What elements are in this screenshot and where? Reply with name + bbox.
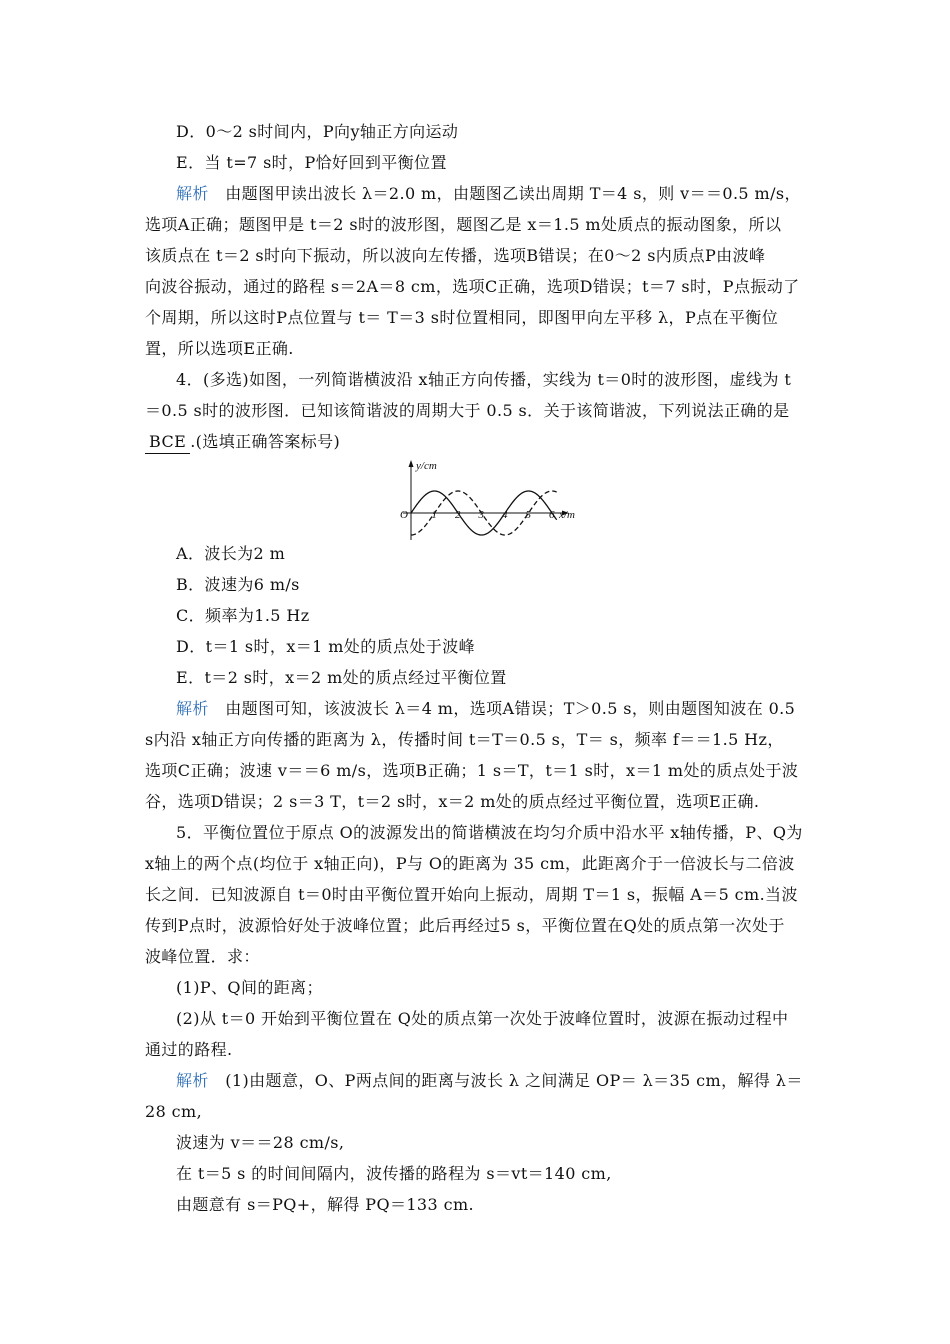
analysis-label: 解析 [176,184,209,203]
sub-question: (1)P、Q间的距离； [176,978,323,997]
analysis-line [0,183,950,205]
analysis-line: 波速为 v＝＝28 cm/s, [176,1133,345,1152]
analysis-line: s内沿 x轴正方向传播的距离为 λ，传播时间 t＝T＝0.5 s，T＝ s，频率 f＝＝1.5 Hz， [145,730,784,749]
option-line: C．频率为1.5 Hz [176,606,310,625]
analysis-line: 28 cm, [145,1102,203,1121]
x-tick-label: 3 [478,509,484,521]
analysis-label: 解析 [176,699,209,718]
y-axis-label: y/cm [416,460,437,472]
analysis-line: 置，所以选项E正确. [145,339,294,358]
option-line: D．0～2 s时间内，P向y轴正方向运动 [176,122,459,141]
analysis-line: 个周期，所以这时P点位置与 t＝ T＝3 s时位置相同，即图甲向左平移 λ，P点在平衡位 [145,308,779,327]
analysis-line: 该质点在 t＝2 s时向下振动，所以波向左传播，选项B错误；在0～2 s内质点P由波峰 [145,246,766,265]
analysis-line: 选项C正确；波速 v＝＝6 m/s，选项B正确；1 s＝T，t＝1 s时，x＝1 m处的质点处于波 [145,761,799,780]
analysis-label: 解析 [176,1071,209,1090]
question-stem: 波峰位置．求： [145,947,260,966]
x-tick-label: 1 [431,509,437,521]
question-stem: 5．平衡位置位于原点 O的波源发出的简谐横波在均匀介质中沿水平 x轴传播，P、Q为 [176,823,803,842]
analysis-line [0,698,950,720]
x-ticks [432,509,556,521]
answer-blank: BCE [145,431,190,454]
option-line: D．t＝1 s时，x＝1 m处的质点处于波峰 [176,637,475,656]
sub-question: (2)从 t＝0 开始到平衡位置在 Q处的质点第一次处于波峰位置时，波源在振动过程中 [176,1009,789,1028]
option-line: E．t＝2 s时，x＝2 m处的质点经过平衡位置 [176,668,507,687]
origin-label: O [400,509,408,521]
analysis-line: 在 t＝5 s 的时间间隔内，波传播的路程为 s＝vt＝140 cm, [176,1164,612,1183]
x-tick-label: 2 [455,509,461,521]
option-line: B．波速为6 m/s [176,575,300,594]
analysis-line [0,1070,950,1092]
analysis-text: 由题图可知，该波波长 λ＝4 m，选项A错误；T＞0.5 s，则由题图知波在 0.5 [225,699,796,718]
x-tick-label: 5 [525,509,531,521]
wave-figure [393,458,593,542]
question-stem: x轴上的两个点(均位于 x轴正向)，P与 O的距离为 35 cm，此距离介于一倍波长与二倍波 [145,854,795,873]
x-tick-label: 6 [549,509,555,521]
question-stem: 长之间．已知波源自 t＝0时由平衡位置开始向上振动，周期 T＝1 s，振幅 A＝5 cm.当波 [145,885,798,904]
analysis-text: 由题图甲读出波长 λ＝2.0 m，由题图乙读出周期 T＝4 s，则 v＝＝0.5 m/s， [225,184,801,203]
option-line: A．波长为2 m [176,544,286,563]
question-stem: ＝0.5 s时的波形图．已知该简谐波的周期大于 0.5 s．关于该简谐波，下列说法正确的是 [145,401,790,420]
analysis-line: 选项A正确；题图甲是 t＝2 s时的波形图，题图乙是 x＝1.5 m处质点的振动图象，所以 [145,215,782,234]
analysis-line: 由题意有 s＝PQ+，解得 PQ＝133 cm. [176,1195,474,1214]
answer-suffix: .(选填正确答案标号) [190,432,341,451]
analysis-line: 向波谷振动，通过的路程 s＝2A＝8 cm，选项C正确，选项D错误；t＝7 s时，P点振动了 [145,277,800,296]
question-stem: 4．(多选)如图，一列简谐横波沿 x轴正方向传播，实线为 t＝0时的波形图，虚线为 t [176,370,792,389]
x-tick-label: 4 [502,509,508,521]
question-stem: 传到P点时，波源恰好处于波峰位置；此后再经过5 s，平衡位置在Q处的质点第一次处于 [145,916,785,935]
x-axis-label: x/m [559,509,575,521]
analysis-line: 谷，选项D错误；2 s＝3 T，t＝2 s时，x＝2 m处的质点经过平衡位置，选项E正确. [145,792,760,811]
sub-question: 通过的路程. [145,1040,233,1059]
analysis-text: (1)由题意，O、P两点间的距离与波长 λ 之间满足 OP＝ λ＝35 cm，解得 λ＝ [225,1071,803,1090]
answer-line [0,431,950,454]
option-line: E．当 t=7 s时，P恰好回到平衡位置 [176,153,447,172]
